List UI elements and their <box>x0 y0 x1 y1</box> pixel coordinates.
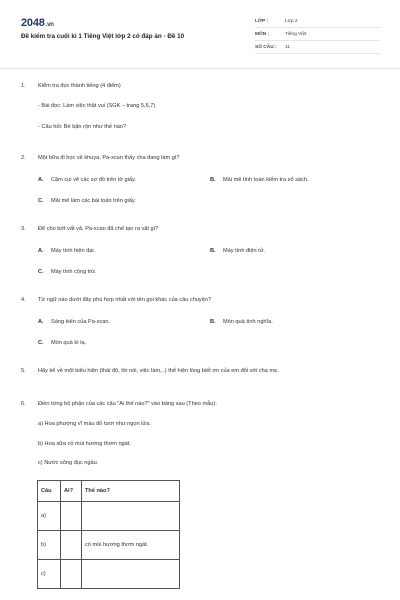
option-text: Mải mê làm các bài toán trên giấy. <box>51 198 136 204</box>
meta-subject-label: MÔN : <box>255 32 270 37</box>
option-letter: C. <box>38 340 44 346</box>
header-ai: Ai? <box>61 481 82 502</box>
question-number: 1. <box>21 83 26 89</box>
option-text: Sáng kiến của Pa-xcan. <box>51 319 111 325</box>
option-text: Món quà tình nghĩa. <box>223 319 273 325</box>
option-text: Món quà kì lạ. <box>51 340 87 346</box>
question-text: Điền từng bộ phận của các câu "Ai thế nào?" vào bảng sau (Theo mẫu): <box>38 401 217 407</box>
cell-cau: c) <box>38 560 61 589</box>
option-text: Máy tính điện tử. <box>223 248 265 254</box>
cell-ai[interactable] <box>61 531 82 560</box>
cell-the-nao[interactable] <box>82 502 180 531</box>
option-letter: B. <box>210 248 216 254</box>
q1-prompt: - Câu hỏi: Bé bận rộn như thế nào? <box>38 124 127 130</box>
document-header <box>0 0 400 69</box>
site-logo[interactable] <box>21 17 54 29</box>
option-letter: A. <box>38 319 44 325</box>
meta-count-label: SỐ CÂU : <box>255 45 277 50</box>
option-letter: B. <box>210 319 216 325</box>
meta-subject-value: Tiếng Việt <box>285 32 307 37</box>
sentence-letter: b) <box>38 441 43 447</box>
q4-option-a[interactable] <box>38 319 110 325</box>
q1-reading: - Bài đọc: Làm việc thật vui (SGK – trang 5,6,7) <box>38 103 156 109</box>
answer-table <box>37 480 180 589</box>
question-text: Từ ngữ nào dưới đây phù hợp nhất với tên gọi khác của câu chuyện? <box>38 297 212 303</box>
cell-the-nao[interactable] <box>82 560 180 589</box>
option-letter: A. <box>38 177 44 183</box>
q6-sentence-b <box>38 441 131 447</box>
logo-text: 2048 <box>21 17 45 29</box>
question-number: 5. <box>21 368 26 374</box>
q6-sentence-a <box>38 421 151 427</box>
q3-option-c[interactable] <box>38 269 96 275</box>
table-row <box>38 531 180 560</box>
document-title: Đề kiểm tra cuối kì 1 Tiếng Việt lớp 2 có đáp án - Đề 10 <box>21 33 185 40</box>
q4-option-c[interactable] <box>38 340 86 346</box>
option-text: Mải mê tính toán kiểm tra sổ sách. <box>223 177 309 183</box>
sentence-letter: a) <box>38 421 43 427</box>
question-number: 3. <box>21 226 26 232</box>
table-row <box>38 560 180 589</box>
question-number: 2. <box>21 155 26 161</box>
q2-option-c[interactable] <box>38 198 136 204</box>
meta-count <box>255 42 380 54</box>
q3-option-b[interactable] <box>210 248 265 254</box>
option-text: Máy tính cộng trừ. <box>51 269 97 275</box>
q4-option-b[interactable] <box>210 319 273 325</box>
header-cau: Câu <box>38 481 61 502</box>
table-row <box>38 502 180 531</box>
meta-class-value: Lớp 2 <box>285 19 298 24</box>
cell-cau: a) <box>38 502 61 531</box>
question-number: 6. <box>21 401 26 407</box>
option-text: Máy tính hiện đại. <box>51 248 96 254</box>
cell-the-nao: có mùi hương thơm ngát. <box>82 531 180 560</box>
question-text: Hãy kể về một biểu hiện (thái độ, lời nói, việc làm,..) thể hiện lòng biết ơn của em đối với cha mẹ. <box>38 368 279 374</box>
q3-option-a[interactable] <box>38 248 95 254</box>
sentence-letter: c) <box>38 460 43 466</box>
cell-ai[interactable] <box>61 560 82 589</box>
meta-count-value: 11 <box>285 45 290 50</box>
cell-ai[interactable] <box>61 502 82 531</box>
sentence-text: Nước sông đục ngầu. <box>44 460 99 466</box>
option-letter: A. <box>38 248 44 254</box>
question-text: Kiểm tra đọc thành tiếng (4 điểm) <box>38 83 121 89</box>
q6-sentence-c <box>38 460 98 466</box>
option-letter: B. <box>210 177 216 183</box>
question-text: Một bữa đi học về khuya, Pa-xcan thấy cha đang làm gì? <box>38 155 180 161</box>
q2-option-b[interactable] <box>210 177 309 183</box>
option-letter: C. <box>38 269 44 275</box>
meta-class <box>255 16 380 28</box>
sentence-text: Hoa sữa có mùi hương thơm ngát. <box>44 441 131 447</box>
sentence-text: Hoa phượng vĩ màu đỏ tươi như ngọn lửa. <box>44 421 151 427</box>
meta-subject <box>255 29 380 41</box>
table-header-row <box>38 481 180 502</box>
logo-tld: .vn <box>45 22 54 28</box>
q2-option-a[interactable] <box>38 177 136 183</box>
meta-class-label: LỚP : <box>255 19 269 24</box>
question-number: 4. <box>21 297 26 303</box>
cell-cau: b) <box>38 531 61 560</box>
option-text: Cặm cụi vẽ các sơ đồ trên tờ giấy. <box>51 177 136 183</box>
question-text: Để cho bớt vất vả, Pa-xcan đã chế tạo ra vật gì? <box>38 226 159 232</box>
option-letter: C. <box>38 198 44 204</box>
header-the-nao: Thế nào? <box>82 481 180 502</box>
